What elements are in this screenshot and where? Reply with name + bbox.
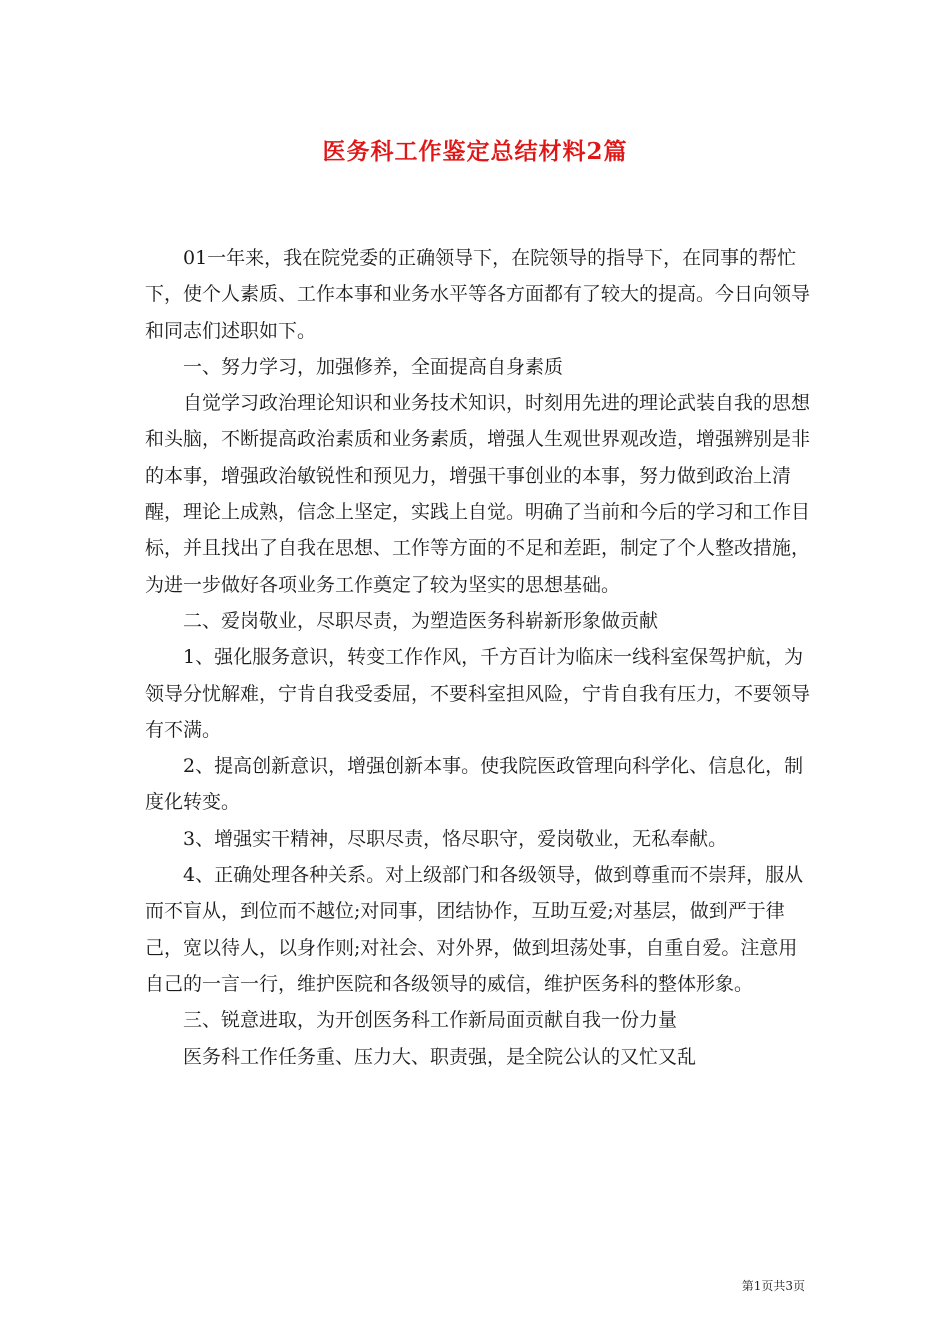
paragraph-item-2: 2、提高创新意识，增强创新本事。使我院医政管理向科学化、信息化，制度化转变。 bbox=[145, 755, 804, 814]
paragraph-study: 自觉学习政治理论知识和业务技术知识，时刻用先进的理论武装自我的思想和头脑，不断提高政治素质和业务素质，增强人生观世界观改造，增强辨别是非的本事，增强政治敏锐性和预见力，增强干事创业的本事，努力做到政治上清醒，理论上成熟，信念上坚定，实践上自觉。明确了当前和今后的学习和工作目标，并且找出了自我在思想、工作等方面的不足和差距，制定了个人整改措施，为进一步做好各项业务工作奠定了较为坚实的思想基础。 bbox=[145, 392, 811, 596]
page-title: 医务科工作鉴定总结材料2篇 bbox=[322, 138, 628, 165]
paragraph-item-3: 3、增强实干精神，尽职尽责，恪尽职守，爱岗敬业，无私奉献。 bbox=[183, 827, 728, 850]
heading-section-2: 二、爱岗敬业，尽职尽责，为塑造医务科崭新形象做贡献 bbox=[183, 609, 659, 632]
document-body bbox=[145, 240, 813, 1075]
page-number: 第1页共3页 bbox=[741, 1279, 805, 1293]
heading-section-1: 一、努力学习，加强修养，全面提高自身素质 bbox=[183, 355, 564, 378]
paragraph-item-1: 1、强化服务意识，转变工作作风，千方百计为临床一线科室保驾护航，为领导分忧解难，宁肯自我受委屈，不要科室担风险，宁肯自我有压力，不要领导有不满。 bbox=[145, 646, 811, 741]
heading-section-3: 三、锐意进取，为开创医务科工作新局面贡献自我一份力量 bbox=[183, 1009, 678, 1032]
paragraph-intro: 01一年来，我在院党委的正确领导下，在院领导的指导下，在同事的帮忙下，使个人素质、工作本事和业务水平等各方面都有了较大的提高。今日向领导和同志们述职如下。 bbox=[145, 247, 811, 342]
paragraph-closing: 医务科工作任务重、压力大、职责强，是全院公认的又忙又乱 bbox=[183, 1045, 697, 1068]
paragraph-item-4: 4、正确处理各种关系。对上级部门和各级领导，做到尊重而不崇拜，服从而不盲从，到位而不越位;对同事，团结协作，互助互爱;对基层，做到严于律己，宽以待人，以身作则;对社会、对外界，做到坦荡处事，自重自爱。注意用自己的一言一行，维护医院和各级领导的威信，维护医务科的整体形象。 bbox=[145, 864, 804, 995]
